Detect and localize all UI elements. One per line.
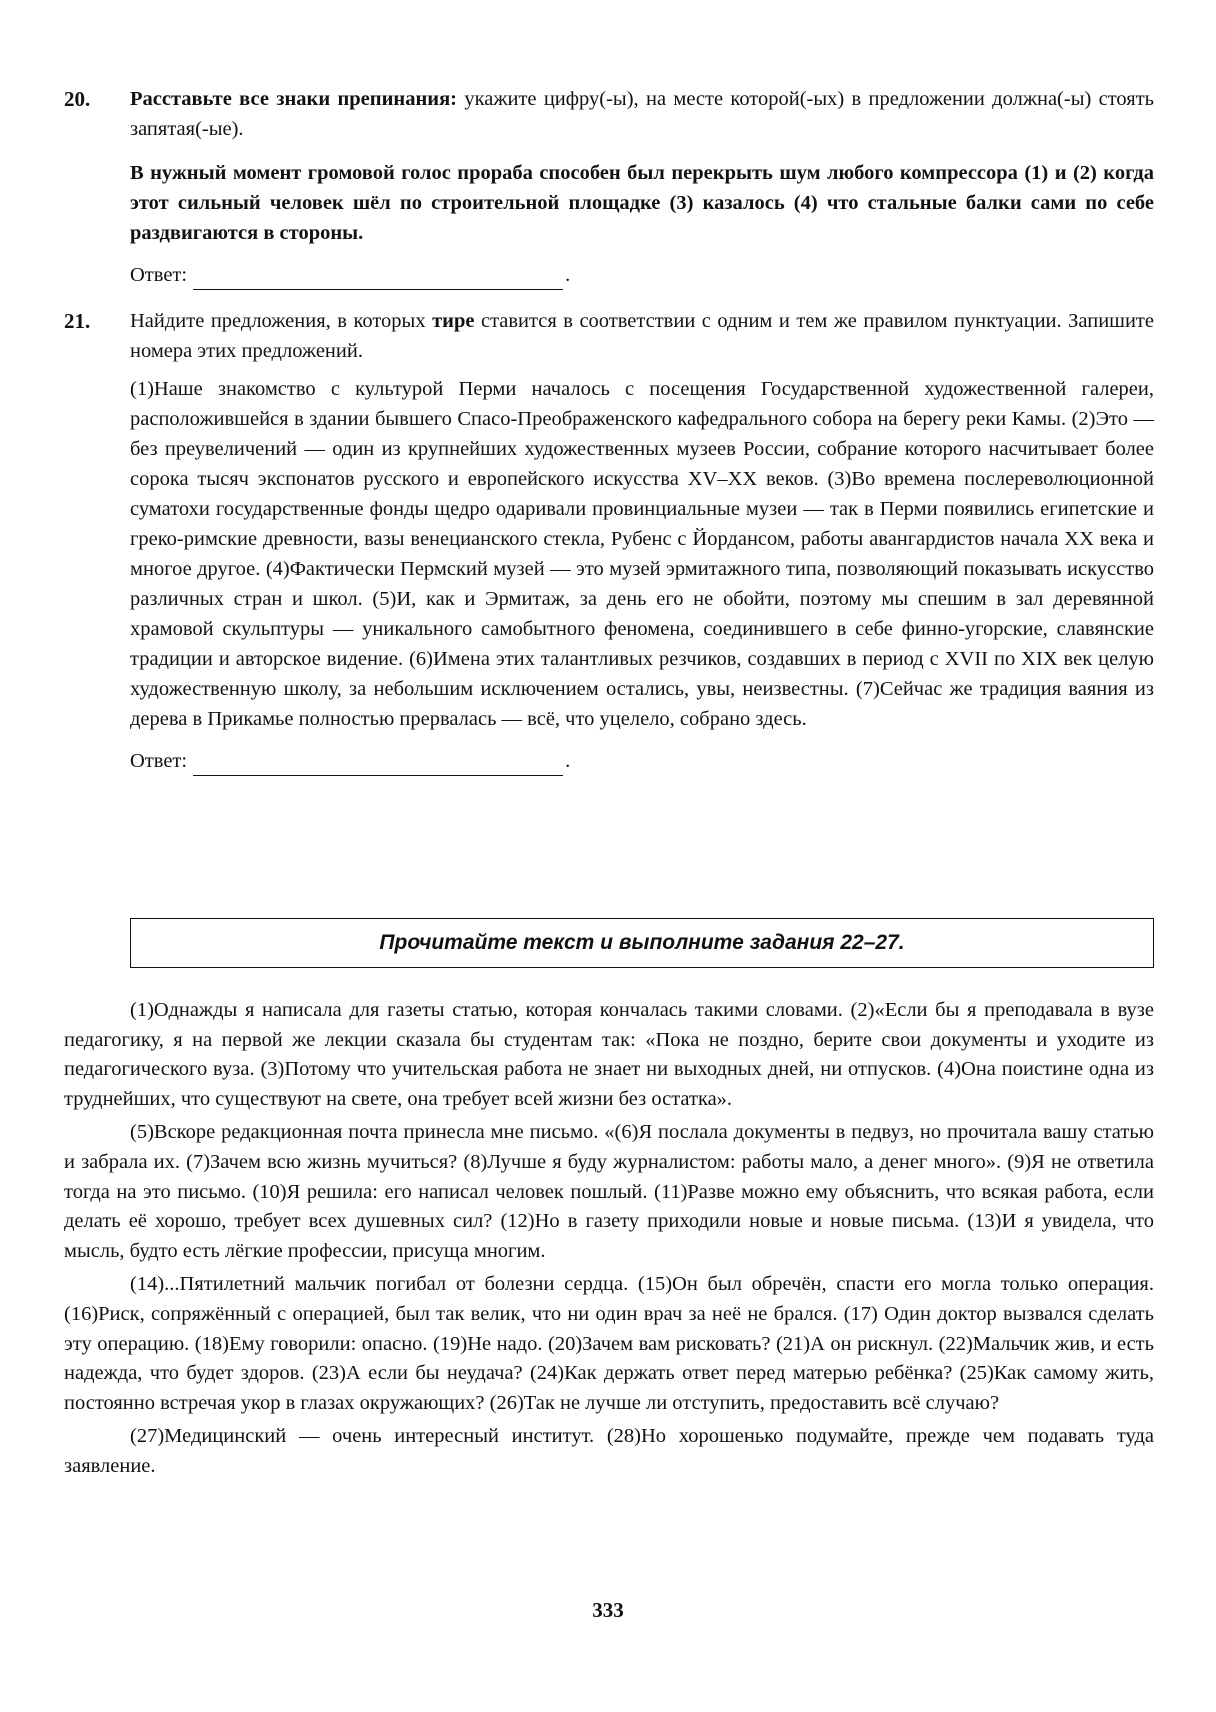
task-20-instruction xyxy=(130,84,1154,144)
reading-paragraph-3: (14)...Пятилетний мальчик погибал от болезни сердца. (15)Он был обречён, спасти его могла только операция. (16)Риск, сопряжённый с операцией, был так велик, что ни один врач за неё не брался. (17) Один доктор вызвался сделать эту операцию. (18)Ему говорили: опасно. (19)Не надо. (20)Зачем вам рисковать? (21)А он рискнул. (22)Мальчик жив, и есть надежда, что будет здоров. (23)А если бы неудача? (24)Как держать ответ перед матерью ребёнка? (25)Как самому жить, постоянно встречая укор в глазах окружающих? (26)Так не лучше ли отступить, предоставить всё случаю? xyxy=(64,1273,1154,1414)
task-21-number: 21. xyxy=(64,309,91,333)
task-20-number: 20. xyxy=(64,87,91,111)
page-number: 333 xyxy=(592,1598,624,1622)
reading-paragraph-4: (27)Медицинский — очень интересный институт. (28)Но хорошенько подумайте, прежде чем подавать туда заявление. xyxy=(64,1425,1154,1477)
reading-paragraph-2: (5)Вскоре редакционная почта принесла мне письмо. «(6)Я послала документы в педвуз, но прочитала вашу статью и забрала их. (7)Зачем всю жизнь мучиться? (8)Лучше я буду журналистом: работы мало, а денег много». (9)Я не ответила тогда на это письмо. (10)Я решила: его написал человек пошлый. (11)Разве можно ему объяснить, что всякая работа, если делать её хорошо, требует всех душевных сил? (12)Но в газету приходили новые и новые письма. (13)И я увидела, что мысль, будто есть лёгкие профессии, присуща многим. xyxy=(64,1121,1154,1262)
task-21-answer xyxy=(130,746,1154,776)
task-20-sentence: В нужный момент громовой голос прораба способен был перекрыть шум любого компрессора (1) и (2) когда этот сильный человек шёл по строительной площадке (3) казалось (4) что стальные балки сами по себе раздвигаются в стороны. xyxy=(130,162,1154,244)
task-21-answer-field[interactable] xyxy=(193,753,563,776)
task-21-body xyxy=(130,306,1154,776)
task-21-instruction-pre: Найдите предложения, в которых xyxy=(130,310,433,332)
task-20-answer-label: Ответ: xyxy=(130,264,188,286)
task-21-passage: (1)Наше знакомство с культурой Перми началось с посещения Государственной художественной галереи, расположившейся в здании бывшего Спасо-Преображенского кафедрального собора на берегу реки Камы. (2)Это — без преувеличений — один из крупнейших художественных музеев России, собрание которого насчитывает более сорока тысяч экспонатов русского и европейского искусства XV–XX веков. (3)Во времена послереволюционной суматохи государственные фонды щедро одаривали провинциальные музеи — так в Перми появились египетские и греко-римские древности, вазы венецианского стекла, Рубенс с Йордансом, работы авангардистов начала XX века и многое другое. (4)Фактически Пермский музей — это музей эрмитажного типа, позволяющий показывать искусство различных стран и школ. (5)И, как и Эрмитаж, за день его не обойти, поэтому мы спешим в зал деревянной храмовой скульптуры — уникального самобытного феномена, соединившего в себе финно-угорские, славянские традиции и авторское видение. (6)Имена этих талантливых резчиков, создавших в период с XVII по XIX век целую художественную школу, за небольшим исключением остались, увы, неизвестны. (7)Сейчас же традиция ваяния из дерева в Прикамье полностью прервалась — всё, что уцелело, собрано здесь. xyxy=(130,378,1154,730)
task-21-instruction-post: ставится в соответствии с одним и тем же правилом пунктуации. Запишите номера этих предложений. xyxy=(130,310,1154,362)
reading-instruction-banner: Прочитайте текст и выполните задания 22–27. xyxy=(130,918,1154,968)
task-21-answer-dot: . xyxy=(565,750,571,772)
task-20-body xyxy=(130,84,1154,290)
task-21-instruction-bold: тире xyxy=(432,310,475,332)
reading-text xyxy=(64,996,1154,1482)
reading-paragraph-1: (1)Однажды я написала для газеты статью, которая кончалась такими словами. (2)«Если бы я преподавала в вузе педагогику, я на первой же лекции сказала бы студентам так: «Пока не поздно, берите свои документы и уходите из педагогического вуза. (3)Потому что учительская работа не знает ни выходных дней, ни отпусков. (4)Она поистине одна из труднейших, что существуют на свете, она требует всей жизни без остатка». xyxy=(64,999,1154,1110)
task-20-answer-field[interactable] xyxy=(193,267,563,290)
task-20-answer-dot: . xyxy=(565,264,571,286)
task-20-instruction-bold: Расставьте все знаки препинания: xyxy=(130,88,458,110)
task-20-answer xyxy=(130,260,1154,290)
task-20-instruction-rest: укажите цифру(-ы), на месте которой(-ых) в предложении должна(-ы) стоять запятая(-ые). xyxy=(130,88,1155,140)
task-21-instruction xyxy=(130,306,1154,366)
task-21-answer-label: Ответ: xyxy=(130,750,188,772)
